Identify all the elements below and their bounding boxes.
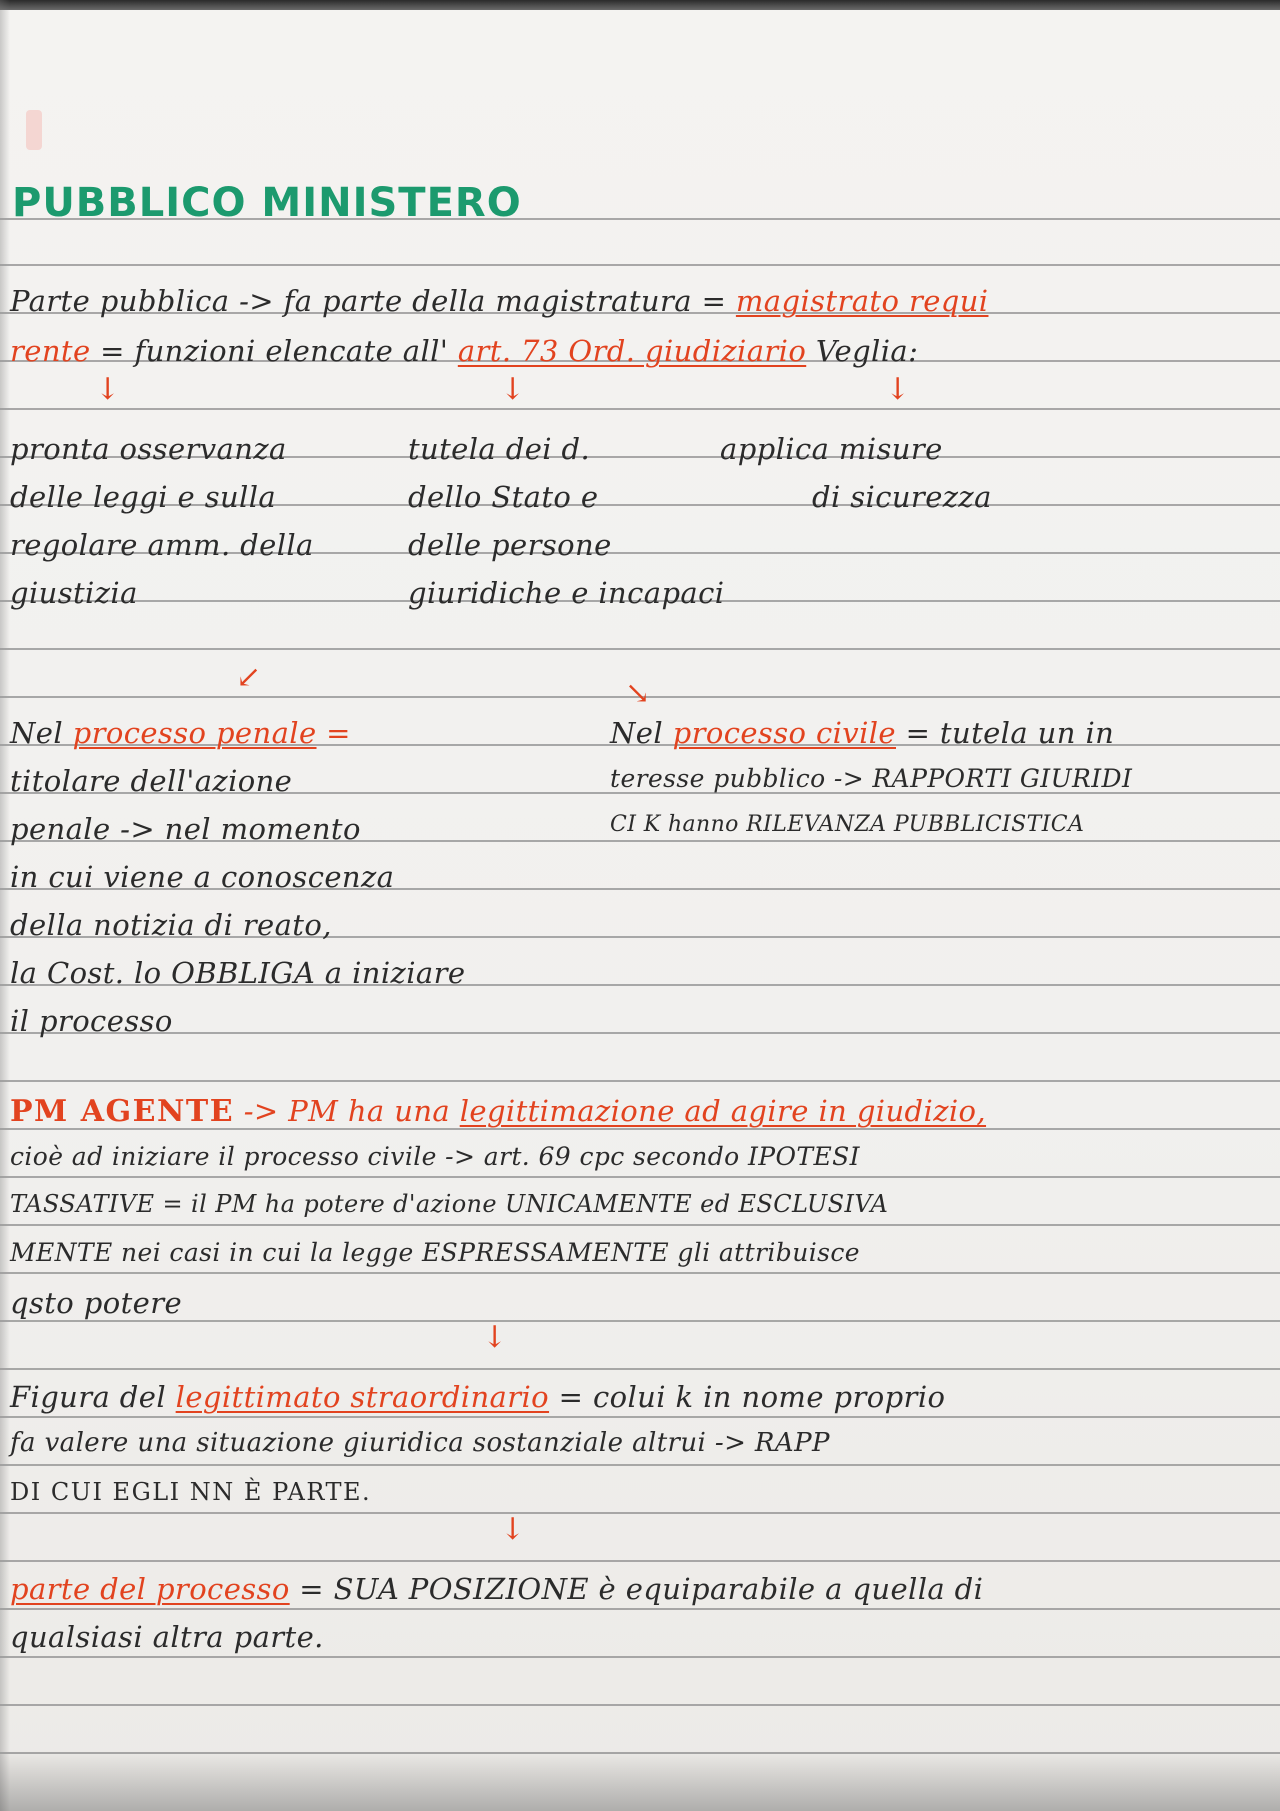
top-edge [0, 0, 1280, 10]
col3-line: di sicurezza [812, 480, 992, 514]
penale-heading [10, 716, 351, 750]
parte-text: = SUA POSIZIONE è equiparabile a quella di [289, 1572, 984, 1606]
intro-line-1 [10, 284, 988, 318]
parte-line: qualsiasi altra parte. [10, 1620, 324, 1654]
arrow-down-icon: ↓ [500, 372, 526, 407]
col1-line: pronta osservanza [10, 432, 287, 466]
intro-text: = funzioni elencate all' [90, 334, 458, 368]
agente-line-1 [10, 1094, 986, 1129]
figura-line: DI CUI EGLI NN È PARTE. [10, 1478, 372, 1506]
penale-line: della notizia di reato, [10, 908, 332, 942]
penale-prefix: Nel [10, 716, 73, 750]
col2-line: tutela dei d. [408, 432, 591, 466]
col2-line: giuridiche e incapaci [408, 576, 725, 610]
col3-line: applica misure [720, 432, 943, 466]
page-bottom-shadow [0, 1751, 1280, 1811]
ruled-line [0, 1272, 1280, 1274]
page-title: PUBBLICO MINISTERO [12, 180, 522, 226]
article-reference: art. 73 Ord. giudiziario [457, 334, 807, 368]
penale-suffix: = [316, 716, 351, 750]
penale-line: penale -> nel momento [10, 812, 361, 846]
figura-line: fa valere una situazione giuridica sostanziale altrui -> RAPP [10, 1428, 830, 1458]
civile-heading [610, 716, 1114, 750]
ruled-line [0, 1032, 1280, 1034]
ruled-line [0, 1080, 1280, 1082]
civile-prefix: Nel [610, 716, 673, 750]
arrow-down-icon: ↓ [885, 372, 911, 407]
ruled-line [0, 1368, 1280, 1370]
arrow-down-icon: ↓ [482, 1320, 508, 1355]
intro-text: Veglia: [806, 334, 919, 368]
ruled-line [0, 1416, 1280, 1418]
agente-highlight: legittimazione ad agire in giudizio, [459, 1094, 987, 1128]
ruled-line [0, 1464, 1280, 1466]
parte-line-1 [10, 1572, 983, 1606]
agente-text: -> PM ha una [234, 1094, 460, 1128]
penale-line: titolare dell'azione [10, 764, 293, 798]
civile-label: processo civile [672, 716, 896, 750]
agente-line: cioè ad iniziare il processo civile -> art. 69 cpc secondo IPOTESI [10, 1142, 860, 1171]
col2-line: dello Stato e [408, 480, 599, 514]
civile-line: CI K hanno RILEVANZA PUBBLICISTICA [610, 812, 1085, 837]
penale-line: la Cost. lo OBBLIGA a iniziare [10, 956, 466, 990]
civile-suffix: = tutela un in [896, 716, 1115, 750]
ruled-line [0, 1512, 1280, 1514]
col1-line: delle leggi e sulla [10, 480, 277, 514]
col1-line: regolare amm. della [10, 528, 314, 562]
figura-text: = colui k in nome proprio [549, 1380, 946, 1414]
figura-line-1 [10, 1380, 945, 1414]
figura-prefix: Figura del [10, 1380, 176, 1414]
ruled-line [0, 1224, 1280, 1226]
ruled-line [0, 408, 1280, 410]
figura-label: legittimato straordinario [175, 1380, 550, 1414]
parte-label: parte del processo [10, 1572, 290, 1606]
penale-label: processo penale [72, 716, 317, 750]
highlighter-mark [26, 110, 42, 150]
ruled-line [0, 264, 1280, 266]
ruled-line [0, 1608, 1280, 1610]
intro-line-2 [10, 334, 918, 368]
arrow-down-icon: ↓ [95, 372, 121, 407]
ruled-line [0, 1656, 1280, 1658]
arrow-diagonal-left-icon: ↙ [236, 660, 262, 695]
agente-line: qsto potere [10, 1286, 183, 1320]
penale-line: il processo [10, 1004, 173, 1038]
page-shadow-left [0, 0, 10, 1811]
ruled-line [0, 648, 1280, 650]
arrow-down-icon: ↓ [500, 1512, 526, 1547]
ruled-line [0, 1704, 1280, 1706]
arrow-diagonal-right-icon: ↘ [625, 676, 651, 711]
ruled-line [0, 1176, 1280, 1178]
agente-line: TASSATIVE = il PM ha potere d'azione UNICAMENTE ed ESCLUSIVA [10, 1190, 889, 1218]
agente-heading: PM AGENTE [10, 1094, 235, 1129]
col2-line: delle persone [408, 528, 612, 562]
agente-line: MENTE nei casi in cui la legge ESPRESSAMENTE gli attribuisce [10, 1238, 860, 1267]
col1-line: giustizia [10, 576, 138, 610]
ruled-line [0, 1320, 1280, 1322]
civile-line: teresse pubblico -> RAPPORTI GIURIDI [610, 764, 1133, 793]
intro-highlight: rente [10, 334, 91, 368]
intro-text: Parte pubblica -> fa parte della magistratura = [10, 284, 736, 318]
ruled-line [0, 1560, 1280, 1562]
intro-highlight: magistrato requi [735, 284, 989, 318]
penale-line: in cui viene a conoscenza [10, 860, 395, 894]
